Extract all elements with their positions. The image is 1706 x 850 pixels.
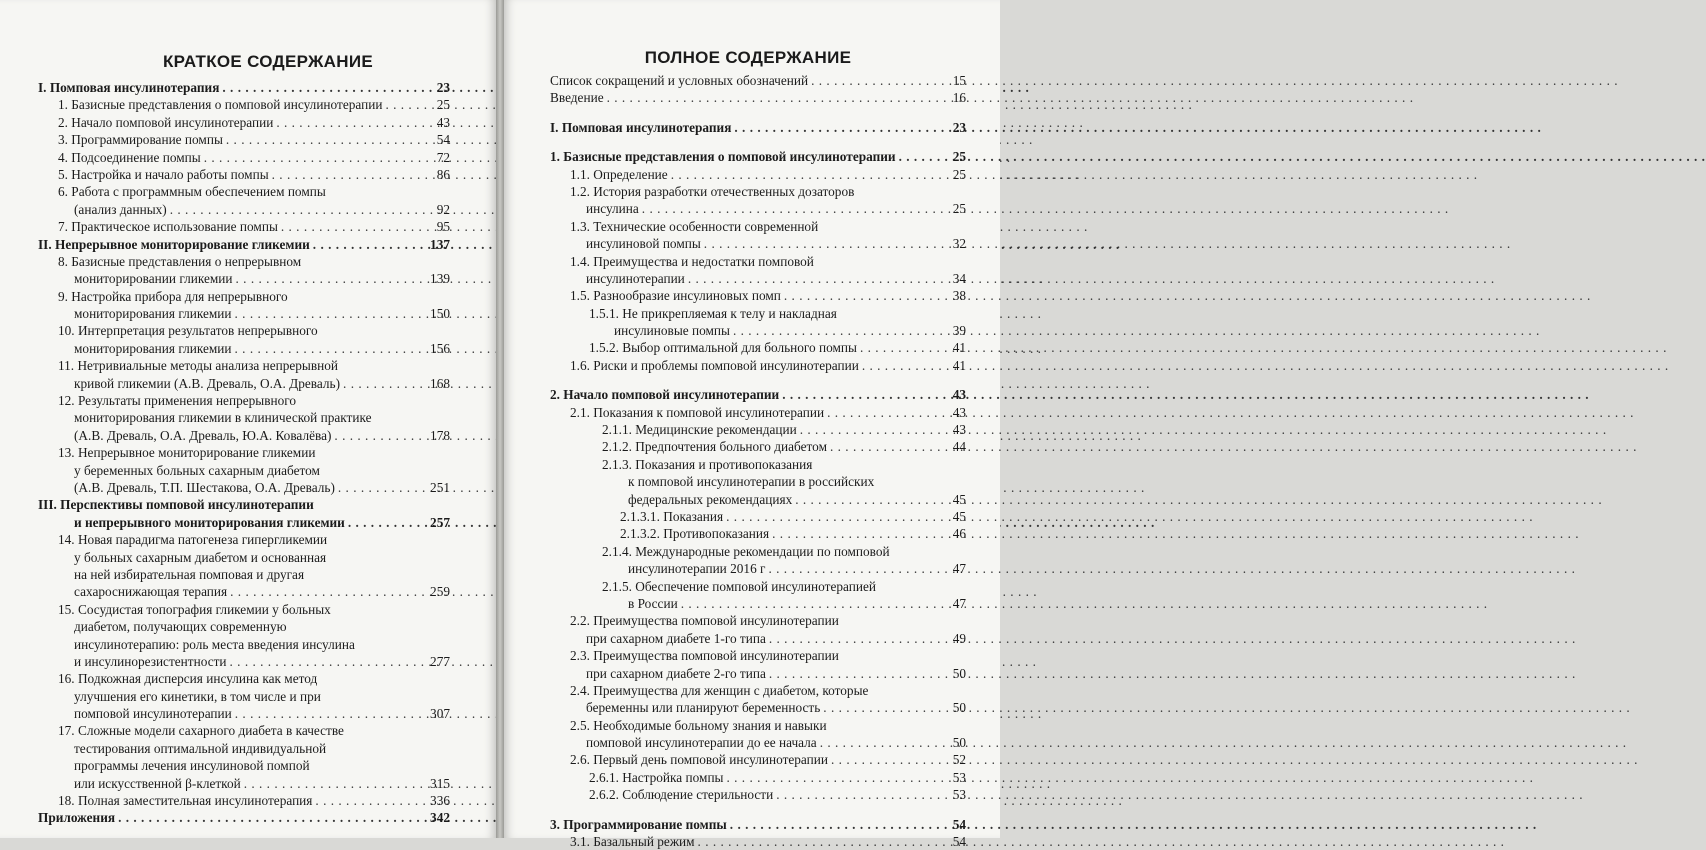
book-gutter [496, 0, 504, 838]
toc-entry-title: и инсулинорезистентности [74, 653, 227, 669]
toc-page-number: 52 [952, 752, 966, 768]
dot-leader [338, 479, 427, 496]
dot-leader [811, 72, 950, 89]
dot-leader [782, 386, 950, 403]
toc-page-number: 43 [436, 114, 450, 130]
toc-page-number: 137 [430, 236, 450, 252]
toc-entry-title: 13. Непрерывное мониторирование гликемии [58, 445, 316, 461]
toc-entry-title: у больных сахарным диабетом и основанная [74, 549, 327, 565]
toc-entry [550, 612, 966, 647]
toc-page-number: 336 [430, 793, 450, 809]
dot-leader [831, 751, 950, 768]
dot-leader [830, 438, 950, 455]
toc-entry-title: 6. Работа с программным обеспечением помпы [58, 184, 326, 200]
toc-page-number: 259 [430, 584, 450, 600]
toc-page-number: 47 [952, 595, 966, 611]
toc-entry [38, 670, 450, 722]
toc-entry-title: 3.1. Базальный режим [570, 834, 695, 850]
toc-entry-title: 1. Базисные представления о помповой инсулинотерапии [550, 149, 896, 165]
dot-leader [727, 769, 950, 786]
toc-entry-title: (анализ данных) [74, 201, 167, 217]
toc-page-number: 257 [430, 514, 450, 530]
dot-leader [235, 340, 428, 357]
dot-leader [118, 809, 427, 826]
toc-entry-title: на ней избирательная помповая и другая [74, 566, 305, 582]
toc-entry [38, 236, 450, 253]
toc-page-number: 54 [952, 816, 966, 832]
toc-entry-title: I. Помповая инсулинотерапия [38, 80, 220, 95]
toc-page-number: 50 [952, 700, 966, 716]
toc-entry-title: и непрерывного мониторирования гликемии [74, 514, 345, 530]
toc-entry-title: у беременных больных сахарным диабетом [74, 462, 320, 478]
dot-leader [899, 148, 950, 165]
toc-entry-title: при сахарном диабете 2-го типа [586, 665, 766, 681]
toc-page-number: 315 [430, 775, 450, 791]
toc-page-number: 32 [952, 236, 966, 252]
toc-page-number: 41 [952, 340, 966, 356]
toc-entry-title: 2.1.3.1. Показания [620, 508, 724, 524]
toc-page-number: 53 [952, 769, 966, 785]
toc-entry [550, 287, 966, 304]
toc-page-number: 53 [952, 787, 966, 803]
toc-entry-title: 2.1. Показания к помповой инсулинотерапии [570, 404, 825, 420]
toc-page-number: 44 [952, 439, 966, 455]
toc-entry-title: 1.5.2. Выбор оптимальной для больного помпы [589, 340, 857, 356]
toc-entry-title: улучшения его кинетики, в том числе и при [74, 688, 321, 704]
toc-entry [38, 357, 450, 392]
toc-page-number: 156 [430, 340, 450, 356]
dot-leader [688, 270, 950, 287]
toc-entry-title: федеральных рекомендациях [628, 491, 793, 507]
toc-page-number: 47 [952, 561, 966, 577]
toc-entry-title: 5. Настройка и начало работы помпы [58, 166, 269, 182]
dot-leader [222, 79, 433, 96]
toc-page-number: 72 [436, 149, 450, 165]
toc-entry-title: 2.6. Первый день помповой инсулинотерапии [570, 752, 829, 768]
toc-entry-title: 2.1.2. Предпочтения больного диабетом [602, 439, 827, 455]
page-title: ПОЛНОЕ СОДЕРЖАНИЕ [644, 48, 852, 67]
toc-list [550, 72, 966, 850]
toc-entry-title: Приложения [38, 810, 116, 826]
toc-entry-title: беременны или планируют беременность [586, 700, 821, 716]
toc-entry [38, 131, 450, 148]
toc-entry-title: 9. Настройка прибора для непрерывного [58, 288, 288, 304]
toc-entry-title: диабетом, получающих современную [74, 619, 287, 635]
toc-entry-title: 2.4. Преимущества для женщин с диабетом, которые [570, 682, 869, 698]
dot-leader [313, 236, 427, 253]
toc-entry-title: инсулинотерапии 2016 г [628, 561, 766, 577]
dot-leader [769, 630, 950, 647]
toc-page-number: 251 [430, 479, 450, 495]
toc-page-number: 86 [436, 166, 450, 182]
toc-entry [38, 444, 450, 496]
toc-entry [550, 682, 966, 717]
toc-entry-title: 10. Интерпретация результатов непрерывного [58, 323, 318, 339]
toc-entry [550, 357, 966, 374]
toc-entry [38, 601, 450, 671]
toc-entry-title: инсулиновой помпы [586, 236, 701, 252]
toc-entry-title: II. Непрерывное мониторирование гликемии [38, 236, 310, 252]
left-page [0, 0, 496, 838]
toc-page-number: 95 [436, 219, 450, 235]
toc-page-number: 342 [430, 810, 450, 826]
dot-leader [244, 775, 427, 792]
toc-entry-title: 12. Результаты применения непрерывного [58, 393, 297, 409]
toc-entry-title: 2.1.4. Международные рекомендации по помповой [602, 543, 890, 559]
toc-entry-title: Список сокращений и условных обозначений [550, 73, 809, 88]
toc-page-number: 50 [952, 735, 966, 751]
toc-page-number: 178 [430, 427, 450, 443]
dot-leader [642, 200, 950, 217]
toc-entry-title: 2.5. Необходимые больному знания и навыки [570, 717, 827, 733]
toc-entry [550, 578, 966, 613]
toc-page-number: 16 [952, 90, 966, 106]
toc-entry-title: помповой инсулинотерапии до ее начала [586, 735, 817, 751]
toc-entry [550, 253, 966, 288]
dot-leader [230, 583, 427, 600]
dot-leader [795, 491, 949, 508]
right-page [504, 0, 1000, 850]
toc-entry [550, 438, 966, 455]
toc-entry [550, 508, 966, 525]
dot-leader [769, 560, 950, 577]
toc-entry [550, 456, 966, 508]
toc-entry-title: 1.1. Определение [570, 166, 668, 182]
dot-leader [730, 816, 950, 833]
dot-leader [671, 166, 950, 183]
toc-entry-title: 16. Подкожная дисперсия инсулина как метод [58, 671, 318, 687]
dot-leader [281, 218, 434, 235]
toc-entry-title: инсулинотерапии [586, 270, 685, 286]
toc-entry-title: 4. Подсоединение помпы [58, 149, 201, 165]
dot-leader [860, 339, 950, 356]
toc-entry-title: 2.2. Преимущества помповой инсулинотерапии [570, 613, 839, 629]
toc-page-number: 38 [952, 288, 966, 304]
toc-page-number: 54 [436, 132, 450, 148]
dot-leader [704, 235, 950, 252]
toc-page-number: 45 [952, 491, 966, 507]
toc-entry [38, 392, 450, 444]
toc-entry [550, 89, 966, 106]
toc-page-number: 43 [952, 387, 966, 403]
toc-entry-title: Введение [550, 90, 604, 106]
toc-entry [550, 816, 966, 833]
dot-leader [226, 131, 434, 148]
toc-entry-title: 1.3. Технические особенности современной [570, 218, 819, 234]
toc-entry [550, 786, 966, 803]
toc-entry-title: мониторирования гликемии [74, 340, 232, 356]
toc-entry [38, 496, 450, 531]
dot-leader [235, 305, 428, 322]
dot-leader [827, 404, 950, 421]
dot-leader [236, 270, 428, 287]
toc-page-number: 25 [952, 201, 966, 217]
toc-entry [38, 288, 450, 323]
toc-page-number: 25 [952, 149, 966, 165]
toc-entry-title: 1.5. Разнообразие инсулиновых помп [570, 288, 781, 304]
toc-entry-title: 18. Полная заместительная инсулинотерапия [58, 793, 313, 809]
toc-entry [550, 833, 966, 850]
toc-page-number: 139 [430, 271, 450, 287]
toc-entry-title: инсулинотерапию: роль места введения инсулина [74, 636, 355, 652]
toc-entry [38, 253, 450, 288]
page-title: КРАТКОЕ СОДЕРЖАНИЕ [163, 52, 373, 71]
toc-entry [550, 148, 966, 165]
toc-page-number: 43 [952, 422, 966, 438]
toc-entry-title: 1. Базисные представления о помповой инсулинотерапии [58, 97, 383, 113]
dot-leader [734, 119, 949, 136]
toc-entry-title: к помповой инсулинотерапии в российских [628, 474, 875, 490]
dot-leader [823, 699, 949, 716]
toc-entry-title: (А.В. Древаль, О.А. Древаль, Ю.А. Ковалёва) [74, 427, 332, 443]
toc-entry-title: при сахарном диабете 1-го типа [586, 630, 766, 646]
toc-entry-title: 2.3. Преимущества помповой инсулинотерапии [570, 648, 839, 664]
toc-entry-title: в России [628, 595, 678, 611]
toc-entry-title: 1.2. История разработки отечественных дозаторов [570, 183, 855, 199]
toc-entry-title: 15. Сосудистая топография гликемии у больных [58, 601, 331, 617]
toc-entry-title: 1.5.1. Не прикрепляемая к телу и накладная [589, 305, 837, 321]
toc-entry-title: мониторировании гликемии [74, 271, 233, 287]
dot-leader [820, 734, 950, 751]
dot-leader [230, 653, 428, 670]
toc-entry [550, 525, 966, 542]
toc-entry-title: тестирования оптимальной индивидуальной [74, 740, 327, 756]
toc-entry [550, 183, 966, 218]
dot-leader [343, 375, 427, 392]
toc-page-number: 25 [436, 97, 450, 113]
dot-leader [348, 514, 427, 531]
dot-leader [204, 149, 434, 166]
toc-entry-title: 11. Нетривиальные методы анализа непрерывной [58, 358, 339, 374]
dot-leader [769, 665, 950, 682]
toc-entry-title: мониторирования гликемии [74, 306, 232, 322]
toc-entry-title: 17. Сложные модели сахарного диабета в качестве [58, 723, 344, 739]
toc-entry [550, 339, 966, 356]
toc-list [38, 79, 450, 827]
toc-entry [38, 722, 450, 792]
toc-entry [550, 543, 966, 578]
dot-leader [235, 705, 427, 722]
toc-entry-title: помповой инсулинотерапии [74, 706, 232, 722]
toc-entry [550, 404, 966, 421]
toc-entry [550, 119, 966, 136]
toc-entry [38, 531, 450, 601]
toc-entry-title: 8. Базисные представления о непрерывном [58, 253, 302, 269]
toc-entry-title: или искусственной β-клеткой [74, 775, 241, 791]
toc-page-number: 277 [430, 653, 450, 669]
toc-entry [38, 218, 450, 235]
dot-leader [784, 287, 950, 304]
toc-entry-title: 1.4. Преимущества и недостатки помповой [570, 253, 814, 269]
toc-entry [550, 751, 966, 768]
toc-page-number: 50 [952, 665, 966, 681]
toc-entry [38, 792, 450, 809]
toc-entry-title: 2. Начало помповой инсулинотерапии [58, 114, 274, 130]
toc-entry-title: программы лечения инсулиновой помпой [74, 758, 310, 774]
toc-page-number: 43 [952, 404, 966, 420]
toc-entry-title: 7. Практическое использование помпы [58, 219, 278, 235]
toc-page-number: 23 [436, 80, 450, 95]
toc-page-number: 92 [436, 201, 450, 217]
toc-entry-title: 1.6. Риски и проблемы помповой инсулинотерапии [570, 357, 859, 373]
toc-entry-title: 2.6.2. Соблюдение стерильности [589, 787, 774, 803]
toc-entry-title: 3. Программирование помпы [58, 132, 223, 148]
toc-entry [38, 183, 450, 218]
dot-leader [698, 833, 950, 850]
toc-entry-title: 2. Начало помповой инсулинотерапии [550, 387, 780, 403]
dot-leader [272, 166, 434, 183]
toc-page-number: 46 [952, 526, 966, 542]
toc-entry [38, 809, 450, 826]
toc-entry-title: сахароснижающая терапия [74, 584, 228, 600]
dot-leader [681, 595, 950, 612]
dot-leader [315, 792, 427, 809]
toc-entry [38, 96, 450, 113]
dot-leader [607, 89, 950, 106]
toc-entry [550, 386, 966, 403]
dot-leader [276, 114, 433, 131]
toc-entry [38, 114, 450, 131]
toc-entry [550, 717, 966, 752]
dot-leader [170, 201, 434, 218]
toc-entry [550, 72, 966, 89]
toc-page-number: 15 [952, 73, 966, 88]
toc-entry-title: III. Перспективы помповой инсулинотерапии [38, 497, 314, 513]
toc-entry-title: кривой гликемии (А.В. Древаль, О.А. Древаль) [74, 375, 341, 391]
toc-entry-title: (А.В. Древаль, Т.П. Шестакова, О.А. Древаль) [74, 479, 335, 495]
toc-page-number: 23 [952, 119, 966, 135]
dot-leader [726, 508, 950, 525]
toc-page-number: 54 [952, 834, 966, 850]
toc-page-number: 25 [952, 166, 966, 182]
toc-entry [550, 166, 966, 183]
toc-page-number: 45 [952, 508, 966, 524]
dot-leader [733, 322, 950, 339]
toc-entry [38, 322, 450, 357]
toc-entry-title: 3. Программирование помпы [550, 816, 727, 832]
dot-leader [800, 421, 950, 438]
toc-page-number: 41 [952, 357, 966, 373]
toc-entry-title: инсулиновые помпы [614, 323, 730, 339]
toc-entry [550, 769, 966, 786]
toc-entry-title: 2.1.1. Медицинские рекомендации [602, 422, 797, 438]
toc-entry [550, 421, 966, 438]
toc-page-number: 49 [952, 630, 966, 646]
toc-entry [550, 647, 966, 682]
toc-page-number: 307 [430, 706, 450, 722]
toc-entry-title: 2.1.3. Показания и противопоказания [602, 456, 813, 472]
toc-entry-title: 2.6.1. Настройка помпы [589, 769, 724, 785]
toc-entry [38, 79, 450, 96]
toc-entry-title: 2.1.3.2. Противопоказания [620, 526, 770, 542]
toc-entry-title: I. Помповая инсулинотерапия [550, 119, 732, 135]
toc-entry [550, 305, 966, 340]
dot-leader [772, 525, 950, 542]
toc-page-number: 150 [430, 306, 450, 322]
toc-entry-title: 2.1.5. Обеспечение помповой инсулинотерапией [602, 578, 876, 594]
dot-leader [385, 96, 433, 113]
toc-page-number: 168 [430, 375, 450, 391]
toc-page-number: 34 [952, 270, 966, 286]
dot-leader [776, 786, 949, 803]
toc-entry [38, 149, 450, 166]
toc-entry [38, 166, 450, 183]
toc-entry-title: 14. Новая парадигма патогенеза гипергликемии [58, 532, 328, 548]
toc-page-number: 39 [952, 323, 966, 339]
dot-leader [862, 357, 950, 374]
toc-entry [550, 218, 966, 253]
dot-leader [334, 427, 427, 444]
toc-entry-title: инсулина [586, 201, 639, 217]
toc-entry-title: мониторирования гликемии в клинической практике [74, 410, 372, 426]
